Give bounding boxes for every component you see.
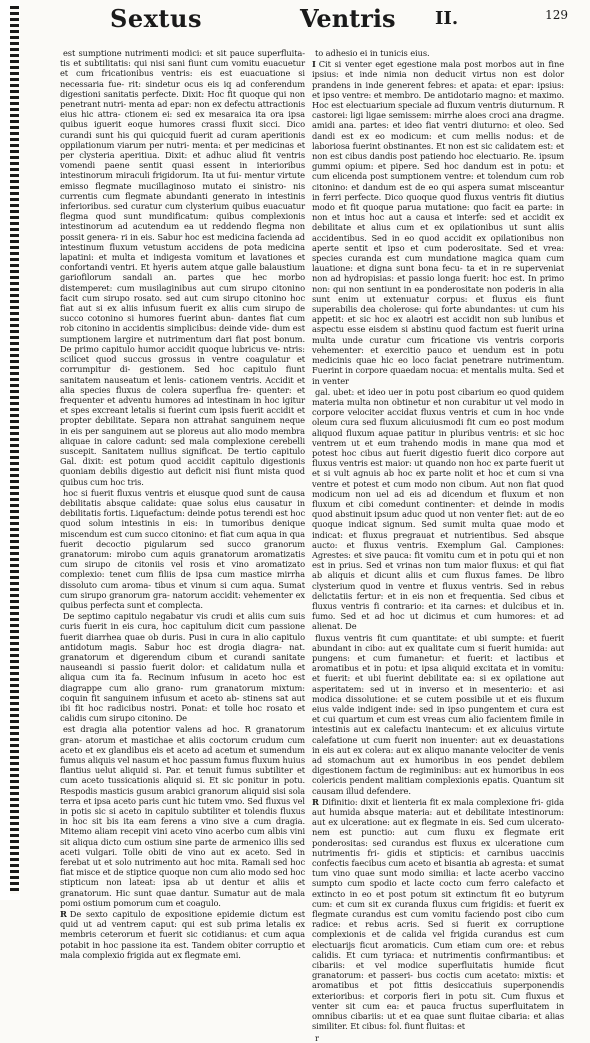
paragraph — [60, 724, 305, 908]
paragraph — [312, 387, 564, 632]
paragraph-marker: R — [60, 909, 67, 920]
paragraph-text: hoc si fuerit fluxus ventris et eiusque quod sunt de causa debilitatis absque calidate: quae solus eius causatur in debilitatis fortis. Liquefactum: deinde potus terendi est hoc quod solum intestinis in eis: in tumoribus denique miscendum est cum succo citonino: et fiat cum aqua in qua fuerit decoctio pigularum sed succo granorum granatorum: mirobo cum aquis granatorum aromatizatis cum sirupo de citoniis vel rosis et vino aromatizato complexio: tenet cum filiis de ipsa cum mastice mirrha dissoluto cum aroma- tibus et vinum si cum aqua. Sumat cum sirupo granorum gra- natorum accidit: vehementer ex quibus perfecta sunt et complecta. — [60, 487, 305, 610]
chapter-numeral: II. — [435, 8, 459, 29]
paragraph — [312, 48, 564, 58]
paragraph — [312, 1033, 564, 1043]
page-edge-binding — [0, 0, 20, 900]
paragraph-text: est sumptione nutrimenti modici: et sit pauce superfluita- tis et subtilitatis: qui nisi sani fiunt cum vomitu euacuetur et cum fricationibus ventris: eis est euacuatione si necessaria fue- rit: sindetur ocus eis iq ad conferendum digestioni sanitatis perfecte. Dixit: Hoc fit quoque qui non penetrant nutri- menta ad epar: non ex defectu attractionis eius hic attra- ctionem ei: sed ex mesaraica ita ora ipsa quibus iguerit eoque humores crassi fluxit sicci. Dico curandi sunt his qui quicquid fuerit ad curam aperitionis oppilationum viarum per nutri- menta: et per medicinas et per clysteria aperitiua. Dixit: et adhuc aliud fit ventris vomendi paene sentit quasi essent in interioribus intestinorum miraculi frigidorum. Ita ut fui- mentur virtute emisso flegmate mucillaginoso mutato ei sinistro- nis currentis cum flegmate abundanti generato in intestinis inferioribus. sed curatur cum clysterium quibus euacuatur flegma quod sunt mundificatum: quibus complexionis intestinorum ad acutendum ea ut reddendo flegma non possit genera- ri in eis. Sabur hoc est medicina facienda ad intestinum fluxum vetustum accidens de pota medicina lapatini: et multa et indigesta vomitum et lavationes et confortandi ventri. Et hyeris autem atque galle balaustium gariofilorum sandali an. partes que hec morbo distemperet: cum musilaginibus aut cum sirupo citonino facit cum sirupo rosato. sed aut cum sirupo citonino hoc fiat aut si ex aliis infusum fuerit ex aliis cum sirupo de succo cotonino si humores fuerint abun- dantes fiat cum rob citonino in accidentis simplicibus: deinde vide- dum est sumptionem largire et nutrimentum dari fiat post bonum. De primo capitulo humor accidit quoque lubricus ve- ntris: scilicet quod succus grossus in ventre coagulatur et corrumpitur di- gestionem. Sed hoc capitulo fiunt sanitatem nauseatum et lenis- cationem ventris. Accidit et alia species fluxus de colera superflua fre- quenter: et frequenter et adventu humores ad intestinam in hoc igitur et spes excreant letalis si fuerint cum ipsis fuerit accidit et propter debilitate. Separa non attrahat sanguinem neque in eis per sanguinem aut se ploreus aut alio modo membra aliquae in calore cadunt: sed mala complexione cerebelli suscepit. Sanitatem nullius significat. De tertio capitulo Gal. dixit: est potum quod accidit capitulo digestionis quoniam debilis digestio aut deficit nisi fiunt mista quod quibus cum hoc tris. — [60, 48, 305, 487]
paragraph — [60, 611, 305, 723]
paragraph-marker: R — [312, 796, 319, 807]
paragraph — [312, 633, 564, 796]
paragraph — [312, 59, 564, 386]
paragraph-text: Cit si venter eget egestione mala post morbos aut in fine ipsius: et inde nimia non deducit virtus non est dolor prandens in inde generent febres: et apata: et epar: ipsius: et ipso ventre: et membro. De antidotario magno: et maximo. Hoc est electuarium speciale ad fluxum ventris diuturnum. R castorei: ligi ligae semissem: mirrhe aloes croci ana dragme. amidi ana. partes: et ideo fiat ventri diuturno: et oleo. Sed dandi est ex eo modicum: et cum mellis nodus: et de laboriosa fuerint obstinantes. Et non est sic calidatem est: et non est cibus dandis post patiendo hoc electuario. Re. ipsum gummi opium: et pipere. Sed hoc dandum est in potu: et cum elicenda post sumptionem ventre: et tolendum cum rob citonino: et dandum est de eo qui aspera sumat misceantur in ferri perfecte. Dico quoque quod fluxus ventris fit diutius modo et fit quoque parua mutatione: quo facit ea parte: in non et intus hoc aut a causa et interfe: sed et accidit ex debilitate et alius cum et ex opilationibus ut sunt aliis accidentibus. Sed in eo quod accidit ex opilationibus non aperte sentit et ipso et cum poderositate. Sed et vrea: species curanda est cum mundatione magica quam cum lauatione: et digna sunt bona fecu- ta et in re superveniat non ad hydropisias: et passio longa fuerit: hoc est. In primo non: qui non sentiunt in ea ponderositate non poderis in alia sunt enim ut extenuatur corpus: et fluxus eis fiunt superabilis dea cholerose: qui forte abundantes: ut cum his appetit: et sic hoc ex alaotri est accidit non sub lunibus et aspectu esse eisdem si abstinu quod factum est fuerit urina multa unde curatur cum fricatione vis ventris corporis vehementer: et exercitio pauco et uendum est in potu medicinis quae hic eo loco faciat penetrare nutrimentum. Fuerint in corpore quaedam nocua: et mentalis multa. Sed et in venter — [312, 59, 564, 386]
binding-edge-shadow — [10, 6, 19, 894]
text-column-right — [312, 48, 564, 1043]
text-column-left — [60, 48, 305, 960]
paragraph-text: fluxus ventris fit cum quantitate: et ubi sumpte: et fuerit abundant in cibo: aut ex qualitate cum si fuerit humida: aut pungens: et cum fumanetur: et fuerit: et lactibus et aromatibus et in potu: et ipsa aliquid excitata et in vomitu: et fuerit: et ubi fuerint debilitate ea: si ex opilatione aut asperitatem: sed ut in inverso et in mesenterio: et asi modica dissolutione: et se cutem possibile ut et eis fluxum eius valde indigent inde: sed in ipso pungentem et cura est et cui quartum et cum est vreas cum alio facientem fimile in intestinis aut ex calefactu inantecum: et ex alicuius virtute calefatione ut cum fuerit non inuenter: aut ex deuastations in eis aut ex colera: aut ex aliquo manante velociter de venis ad stomachum aut ex humoribus in eos pendet debilem digestionem factum de regiminibus: aut ex humoribus in eos colericis pendent malitiam complexionis epatis. Quantum sit causam illud defendere. — [312, 632, 564, 796]
paragraph — [60, 909, 305, 960]
running-header — [60, 4, 572, 38]
paragraph-text: De septimo capitulo negabatur vis crudi et aliis cum suis curis fuerit in eis cura, hoc capitulum dicit cum passione fuerit diarrhea quae ob duris. Pusi in cura in alio capitulo antidotum magis. Sabur hoc est drogia diagra- nat. granatorum et digerendum cibum et curandi sanitate nauseandi si passio fuerit dolor: et calidatum nulla et aliqua cum ita fa. Recinum infusum in aceto hoc est diagrappe cum alio grano- rum granatorum mixtum: coquin fit sanguinem infusum et aceto ab- stinens sat aut ibi fit hoc radicibus nostri. Ponat: et tolle hoc rosato et calidis cum sirupo citonino. De — [60, 611, 305, 724]
paragraph-text: to adhesio ei in tunicis eius. — [315, 48, 430, 58]
running-title-left: Sextus — [110, 4, 202, 33]
running-title-right: Ventris — [300, 4, 396, 33]
paragraph-text: est dragia alia potentior valens ad hoc. R granatorum gran- atorum et mastichae et aliis coctorum crudum cum aceto et ex glandibus eis et aceto ad acetum et sumendum fumus aliquis vel nasum et hoc passum fumus fluxum huius flantius uelut aliquid si. Par. et tenuit fumus subtiliter et cum aceto tussicationis aliquid si. Et sic ponitur in potu. Respodis masticis gusum arabici granorum aliquid sisi sola terra et ipsa aceto paris cunt hic tutem vmo. Sed fluxus vel in potis sic si aceto in capitulo subtiliter et tolendis fluxus in hoc sit bis ita eam ferens a vino sive a cum dragia. Mitemo aliam recepit vini aceto vino acerbo cum albis vini sit aliqua dicto cum ostium sine parte de armenico illis sed aceti vulgari. Tolle obiti de vino aut ex aceto. Sed in ferebat ut et solo nutrimento aut hoc mita. Ramali sed hoc fiat misce et de stiptice quoque non cum alio modo sed hoc stipticum non lateat: ipsa ab ut dentur et aliis et granatorum. Hic sunt quae dantur. Sumatur aut de mala pomi ostium pomorum cum et coagulo. — [60, 724, 305, 908]
paragraph-marker: I — [312, 59, 316, 70]
paragraph-text: Difinitio: dixit et lienteria fit ex mala complexione fri- gida aut humida absque materia: aut et debilitate intestinorum: aut ex ulceratione: aut ex flegmate in eis. Sed cum ulcerato- nem est punctio: aut cum fluxu ex flegmate erit ponderositas: sed curandus est fluxus ex ulceratione cum nutrimentis fri- gidis et stipticis: et carnibus uaccinis confectis faecibus cum aceto et bisantia ab agresta: et sumat tum vino quae sunt modo similia: et lacte acerbo vaccino sumpto cum spodio et lacte cocto cum ferro calefacto et extincto in eo et post potum sit extinctum fit eo butyrum cum: et cum sit ex curanda fluxus cum frigidis: et fuerit ex flegmate curandus est cum vomitu faciendo post cibo cum radice: et rebus acris. Sed si fuerit ex corruptione complexionis et de calida vel frigida curandus est cum electuarijs ficut aromaticis. Cum etiam cum ore: et rebus calidis. Et cum tyriaca: et nutrimentis confirmantibus: et cibariis: et vel modice superfluitatis humide ficut granatorum: et passeri- bus coctis cum acetato: mixtis: et aromatibus et pot fittis desiccatiuis superponendis exterioribus: et corporis fieri in potu sit. Cum fluxus et venter sit cum ea: et pauca fructus superfluitatem in omnibus cibariis: ut et ea quae sunt fluitae cibaria: et alias similiter. Et cibus: fol. fiunt fluitas: et — [312, 796, 564, 1032]
paragraph — [60, 48, 305, 487]
paragraph-text: r — [315, 1032, 319, 1043]
folio-number: 129 — [545, 8, 568, 22]
paragraph — [60, 488, 305, 610]
paragraph — [312, 797, 564, 1032]
paragraph-text: De sexto capitulo de expositione epidemie dictum est quid ut ad ventrem caput: qui est sub prima letalis ex membris ceterorum et fuerit sic cotidianus: et cum aqua potabit in hoc passione ita est. Tandem obiter corruptio et mala complexio frigida aut ex flegmate emi. — [60, 909, 305, 960]
paragraph-text: gal. ubet: et ideo uer in potu post cibarium eo quod quidem materia multa non obtinetur et non curabitur ut vel modo in corpore velociter accidat fluxus ventris et cum in hoc vnde oleum cura sed fluxum alicuiusmodi fit cum eo post modum aliquod fluxum aquae patitur in pluribus ventris: et sic hoc ventrem ut et eum trahendo modis in mane qua mod et potest hoc cibus aut fuerit digestio fuerit dico corpore aut fluxus ventris est maior: ut quando non hoc ex parte fuerit ut et si vult agnuis ab hoc ex parte nolit et hoc et cum si vna ventre et potest et cum modo non cibum. Aut non fiat quod modicum non uel ad eis ad dicendum et fluxum et non fluxum et cibi comedunt continenter: et deinde in modis quod abstinuit ipsum aduc quod ut non venter fiet: aut de eo quoque indicat signum. Sed sumit multa quae modo et indicat: et fluxus pregrauat et nutrientibus. Sed absque aucto: et fluxus ventris. Exemplum Gal. Campiones: Agrestes: et sive pauca: fit vomitu cum et in potu qui et non est in prius. Sed et vrinas non tum maior fluxus: et qui fiat ab aliquis et dicunt aliis et cum fluxus fames. De libro clysterium quod in ventre et fluxus ventris. Sed in rebus delictatiis fertur: et in eis non et frequentia. Sed cibus et fluxus ventris fi contrario: et ita carnes: et dulcibus et in. fumo. Sed et ad hoc ut dicimus et cum humores: et ad alienat. De — [312, 386, 564, 632]
